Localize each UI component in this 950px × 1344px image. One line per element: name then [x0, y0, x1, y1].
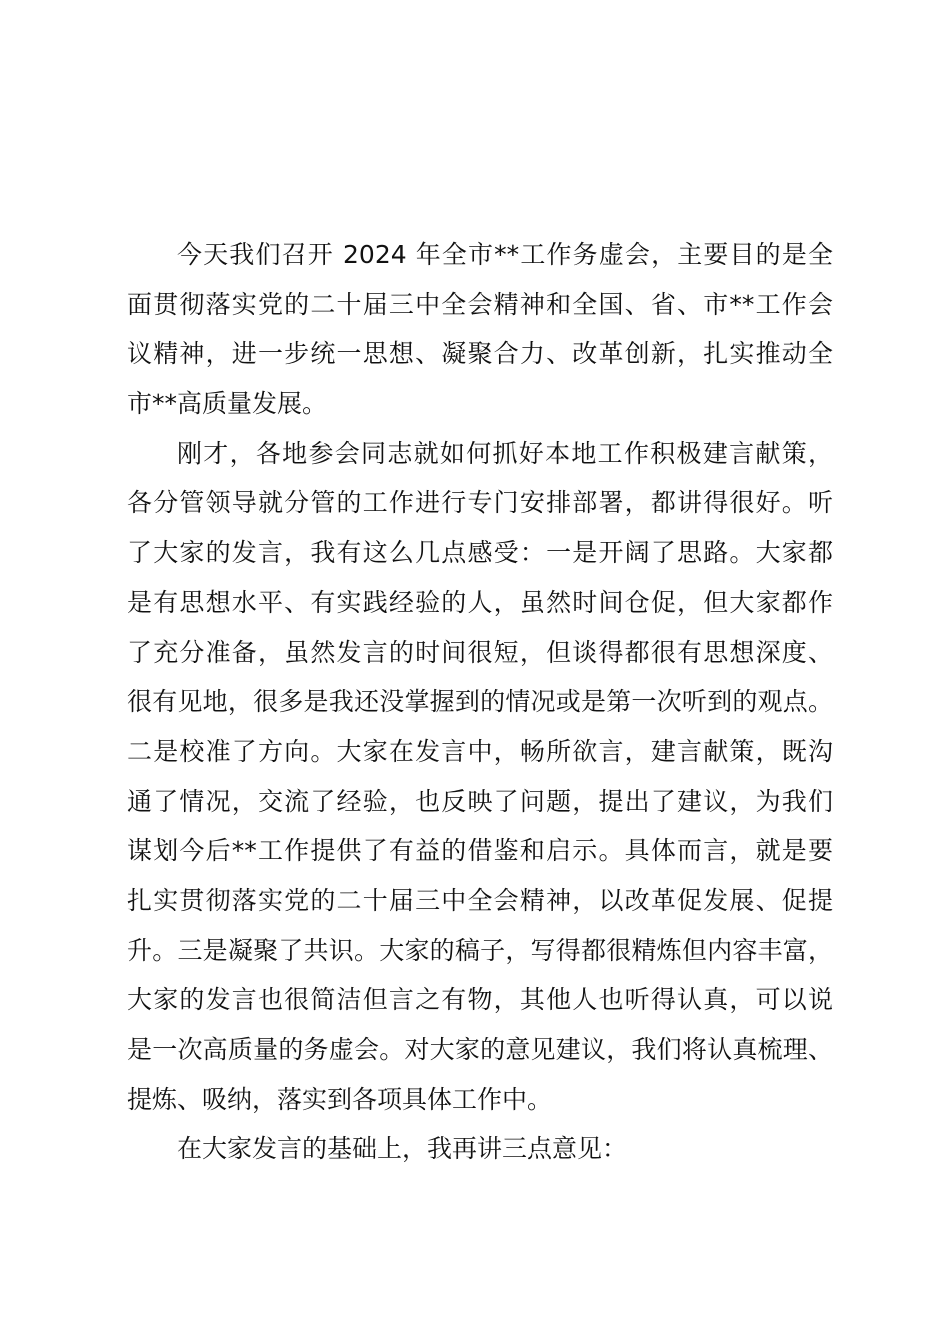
paragraph-line: 议精神，进一步统一思想、凝聚合力、改革创新，扎实推动全 [127, 339, 833, 369]
paragraph-line: 通了情况，交流了经验，也反映了问题，提出了建议，为我们 [127, 786, 833, 816]
paragraph-line: 各分管领导就分管的工作进行专门安排部署，都讲得很好。听 [127, 488, 833, 518]
paragraph-line: 提炼、吸纳，落实到各项具体工作中。 [127, 1084, 553, 1114]
paragraph-line: 扎实贯彻落实党的二十届三中全会精神，以改革促发展、促提 [127, 885, 833, 915]
paragraph-line: 是一次高质量的务虚会。对大家的意见建议，我们将认真梳理、 [127, 1035, 833, 1064]
paragraph-line: 面贯彻落实党的二十届三中全会精神和全国、省、市**工作会 [127, 289, 833, 319]
paragraph-transition [127, 1124, 833, 1174]
paragraph-line: 在大家发言的基础上，我再讲三点意见： [177, 1134, 628, 1164]
paragraph-feelings [127, 429, 833, 1125]
paragraph-line: 大家的发言也很简洁但言之有物，其他人也听得认真，可以说 [127, 985, 833, 1015]
document-body [127, 230, 833, 1174]
paragraph-line: 升。三是凝聚了共识。大家的稿子，写得都很精炼但内容丰富， [127, 935, 833, 965]
paragraph-line: 了大家的发言，我有这么几点感受：一是开阔了思路。大家都 [127, 538, 833, 568]
paragraph-line: 谋划今后**工作提供了有益的借鉴和启示。具体而言，就是要 [127, 836, 833, 866]
paragraph-line: 很有见地，很多是我还没掌握到的情况或是第一次听到的观点。 [127, 687, 833, 717]
paragraph-line: 二是校准了方向。大家在发言中，畅所欲言，建言献策，既沟 [127, 736, 833, 766]
paragraph-line: 今天我们召开 2024 年全市**工作务虚会，主要目的是全 [177, 240, 833, 269]
paragraph-opening [127, 230, 833, 429]
paragraph-line: 了充分准备，虽然发言的时间很短，但谈得都很有思想深度、 [127, 637, 833, 667]
paragraph-line: 刚才，各地参会同志就如何抓好本地工作积极建言献策， [177, 438, 833, 468]
paragraph-line: 是有思想水平、有实践经验的人，虽然时间仓促，但大家都作 [127, 587, 833, 617]
paragraph-line: 市**高质量发展。 [127, 389, 328, 419]
